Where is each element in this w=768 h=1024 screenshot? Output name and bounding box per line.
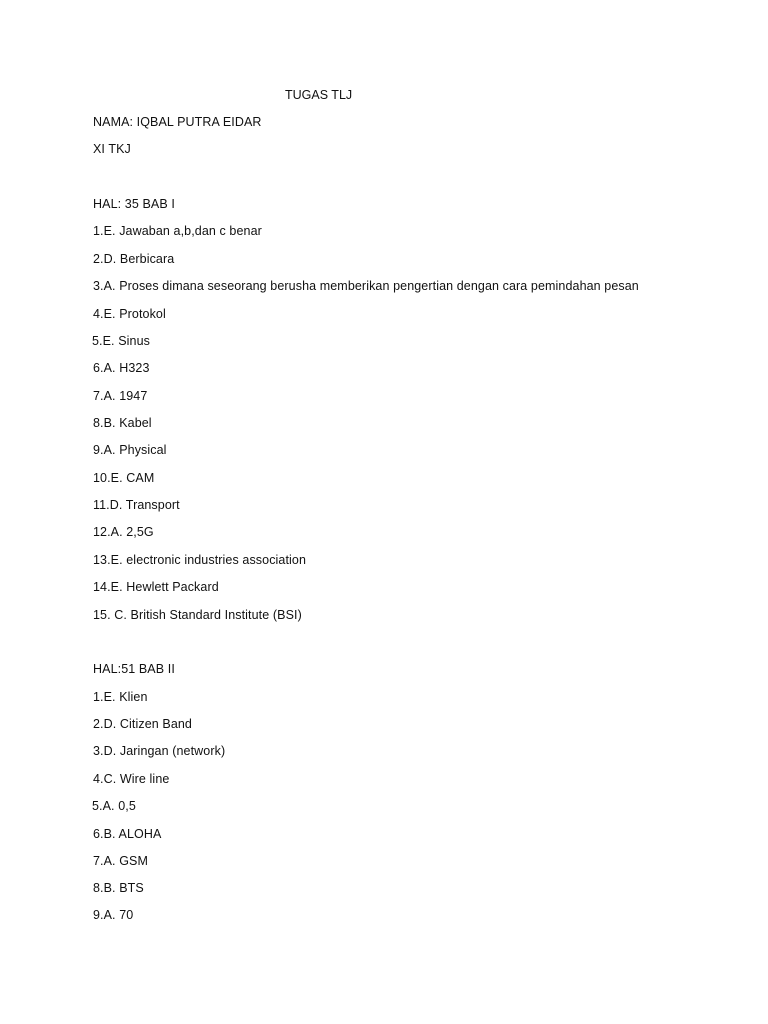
answer-line: 2.D. Citizen Band [93, 717, 192, 731]
answer-line: 7.A. 1947 [93, 389, 148, 403]
answer-line: 14.E. Hewlett Packard [93, 580, 219, 594]
answer-line: 5.E. Sinus [92, 334, 150, 348]
answer-line: 4.C. Wire line [93, 772, 170, 786]
answer-line: 5.A. 0,5 [92, 799, 136, 813]
answer-line: 8.B. BTS [93, 881, 144, 895]
answer-line: 11.D. Transport [93, 498, 180, 512]
answer-line: 3.D. Jaringan (network) [93, 744, 226, 758]
answer-line: 12.A. 2,5G [93, 525, 154, 539]
document-title: TUGAS TLJ [285, 88, 353, 102]
answer-line: 9.A. 70 [93, 908, 134, 922]
answer-line: 3.A. Proses dimana seseorang berusha memberikan pengertian dengan cara pemindahan pesan [93, 279, 639, 293]
section-heading-bab-1: HAL: 35 BAB I [93, 197, 175, 211]
student-name: NAMA: IQBAL PUTRA EIDAR [93, 115, 262, 129]
answer-line: 1.E. Jawaban a,b,dan c benar [93, 224, 262, 238]
answer-line: 13.E. electronic industries association [93, 553, 307, 567]
answer-line: 4.E. Protokol [93, 307, 166, 321]
answer-line: 8.B. Kabel [93, 416, 152, 430]
answer-line: 2.D. Berbicara [93, 252, 175, 266]
answer-line: 7.A. GSM [93, 854, 148, 868]
answer-line: 6.A. H323 [93, 361, 150, 375]
answer-line: 15. C. British Standard Institute (BSI) [93, 608, 302, 622]
student-class: XI TKJ [93, 142, 131, 156]
answer-line: 6.B. ALOHA [93, 827, 162, 841]
answer-line: 10.E. CAM [93, 471, 155, 485]
answer-line: 1.E. Klien [93, 690, 148, 704]
section-heading-bab-2: HAL:51 BAB II [93, 662, 175, 676]
answer-line: 9.A. Physical [93, 443, 167, 457]
